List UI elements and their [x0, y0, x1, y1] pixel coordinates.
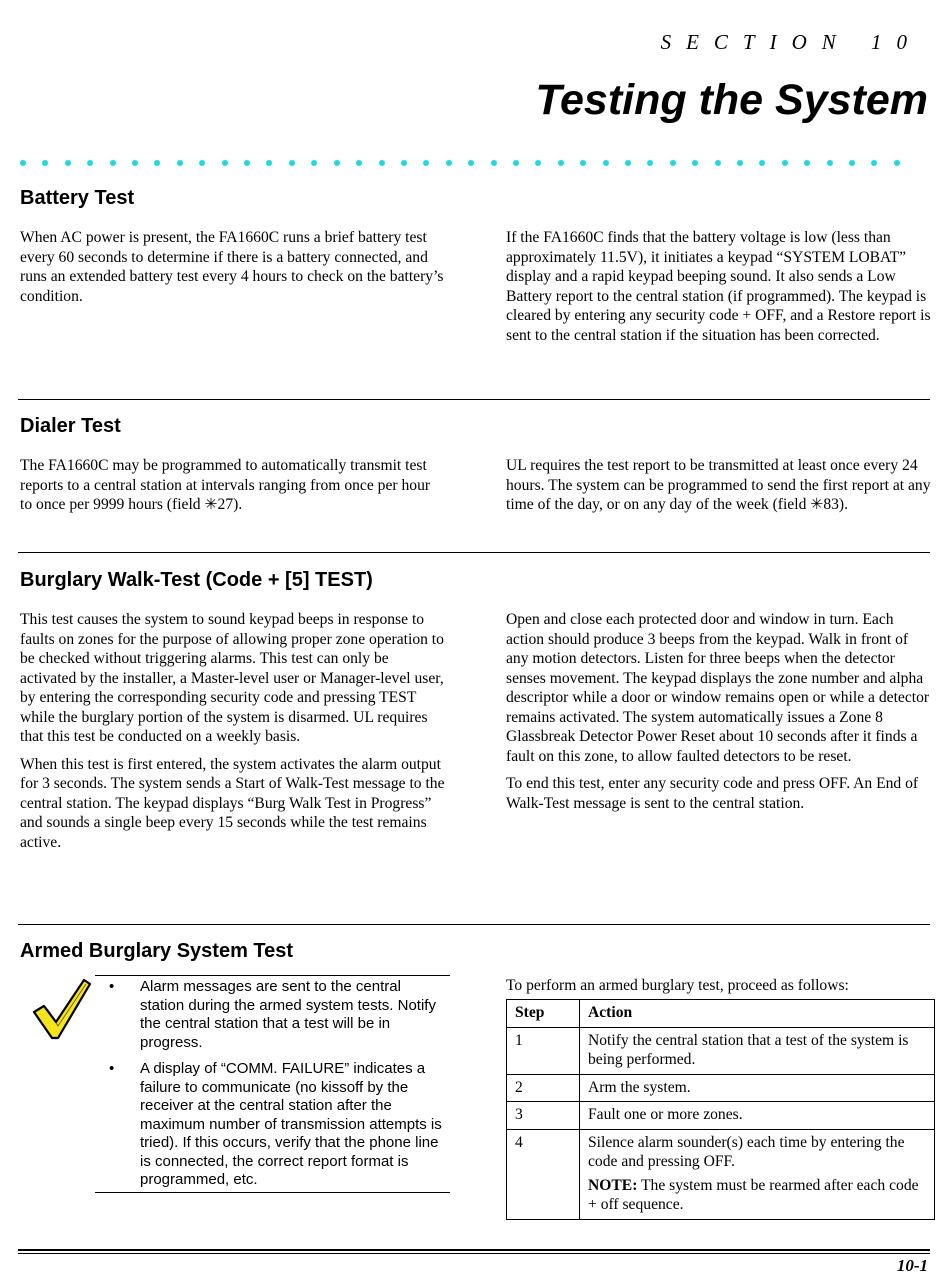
table-header-step: Step	[507, 1000, 580, 1028]
divider-dot	[871, 160, 877, 166]
dotted-divider	[20, 158, 900, 168]
divider-dot	[647, 160, 653, 166]
divider-dot	[266, 160, 272, 166]
table-cell-step: 2	[507, 1074, 580, 1102]
walk-test-left-column	[20, 610, 445, 860]
walk-test-paragraph: This test causes the system to sound keypad beeps in response to faults on zones for the purpose of allowing proper zone operation to be checked without triggering alarms. This test can only be activated by the installer, a Master-level user or Manager-level user, by entering the corresponding security code and pressing TEST while the burglary portion of the system is disarmed. UL requires that this test be conducted on a weekly basis.	[20, 611, 444, 745]
divider-dot	[491, 160, 497, 166]
divider-dot	[804, 160, 810, 166]
armed-test-intro: To perform an armed burglary test, proceed as follows:	[506, 977, 849, 994]
note-item	[95, 1060, 450, 1190]
battery-test-left-column	[20, 228, 445, 314]
divider-dot	[446, 160, 452, 166]
divider-dot	[423, 160, 429, 166]
table-header-action: Action	[580, 1000, 935, 1028]
divider-dot	[222, 160, 228, 166]
bullet-icon: •	[109, 978, 115, 995]
battery-test-heading: Battery Test	[20, 187, 135, 209]
checkmark-icon	[30, 976, 92, 1042]
footer-rule	[18, 1249, 930, 1251]
table-cell-note	[588, 1176, 926, 1215]
table-cell-step: 4	[507, 1129, 580, 1219]
table-cell-action: Fault one or more zones.	[580, 1102, 935, 1130]
note-body: The system must be rearmed after each code + off sequence.	[588, 1176, 919, 1213]
walk-test-right-column	[506, 610, 931, 821]
section-divider	[18, 924, 930, 925]
walk-test-paragraph: Open and close each protected door and window in turn. Each action should produce 3 beeps from the keypad. Walk in front of any motion detectors. Listen for three beeps when the detector senses movement. The keypad displays the zone number and alpha descriptor while a door or window remains open or while a detector remains activated. The system automatically issues a Zone 8 Glassbreak Detector Power Reset about 10 seconds after it finds a fault on this zone, to allow faulted detectors to be reset.	[506, 611, 930, 765]
table-row	[507, 1102, 935, 1130]
divider-dot	[849, 160, 855, 166]
dialer-test-right-column	[506, 456, 931, 523]
divider-dot	[468, 160, 474, 166]
table-row	[507, 1074, 935, 1102]
table-cell-action: Arm the system.	[580, 1074, 935, 1102]
divider-dot	[42, 160, 48, 166]
note-text: A display of “COMM. FAILURE” indicates a failure to communicate (no kissoff by the receiver at the central station after the maximum number of transmission attempts is tried). If this occurs, verify that the phone line is connected, the correct report format is programmed, etc.	[140, 1060, 442, 1188]
section-divider	[18, 552, 930, 553]
walk-test-paragraph: To end this test, enter any security code and press OFF. An End of Walk-Test message is sent to the central station.	[506, 775, 919, 812]
divider-dot	[65, 160, 71, 166]
divider-dot	[110, 160, 116, 166]
battery-test-paragraph: When AC power is present, the FA1660C runs a brief battery test every 60 seconds to determine if there is a battery connected, and runs an extended battery test every 4 hours to check on the battery’s condition.	[20, 229, 444, 305]
divider-dot	[715, 160, 721, 166]
battery-test-paragraph: If the FA1660C finds that the battery voltage is low (less than approximately 11.5V), it initiates a keypad “SYSTEM LOBAT” display and a rapid keypad beeping sound. It also sends a Low Battery report to the central station (if programmed). The keypad is cleared by entering any security code + OFF, and a Restore report is sent to the central station if the situation has been corrected.	[506, 229, 931, 344]
bullet-icon: •	[109, 1060, 115, 1077]
divider-dot	[132, 160, 138, 166]
table-row	[507, 1027, 935, 1074]
divider-dot	[513, 160, 519, 166]
divider-dot	[558, 160, 564, 166]
page-number: 10-1	[896, 1256, 928, 1275]
note-text: Alarm messages are sent to the central station during the armed system tests. Notify the central station that a test will be in progress.	[140, 978, 436, 1051]
divider-dot	[535, 160, 541, 166]
dialer-test-paragraph: UL requires the test report to be transmitted at least once every 24 hours. The system can be programmed to send the first report at any time of the day, or on any day of the week (field ✳83).	[506, 457, 931, 513]
section-label: SECTION 10	[660, 30, 922, 54]
divider-dot	[154, 160, 160, 166]
note-item	[95, 978, 450, 1052]
table-cell-action-text: Silence alarm sounder(s) each time by entering the code and pressing OFF.	[588, 1133, 905, 1170]
table-cell-action: Notify the central station that a test of the system is being performed.	[580, 1027, 935, 1074]
divider-dot	[670, 160, 676, 166]
divider-dot	[199, 160, 205, 166]
divider-dot	[356, 160, 362, 166]
divider-dot	[603, 160, 609, 166]
divider-dot	[894, 160, 900, 166]
table-header-row	[507, 1000, 935, 1028]
table-cell-action	[580, 1129, 935, 1219]
dialer-test-heading: Dialer Test	[20, 415, 121, 437]
divider-dot	[177, 160, 183, 166]
divider-dot	[87, 160, 93, 166]
divider-dot	[625, 160, 631, 166]
dialer-test-left-column	[20, 456, 445, 523]
section-divider	[18, 399, 930, 400]
page-title: Testing the System	[535, 76, 928, 124]
table-row	[507, 1129, 935, 1219]
note-box	[95, 975, 450, 1193]
footer-rule	[18, 1253, 930, 1254]
divider-dot	[289, 160, 295, 166]
divider-dot	[580, 160, 586, 166]
divider-dot	[827, 160, 833, 166]
divider-dot	[782, 160, 788, 166]
table-cell-step: 3	[507, 1102, 580, 1130]
armed-test-heading: Armed Burglary System Test	[20, 940, 294, 962]
divider-dot	[379, 160, 385, 166]
divider-dot	[311, 160, 317, 166]
divider-dot	[737, 160, 743, 166]
divider-dot	[244, 160, 250, 166]
walk-test-heading: Burglary Walk-Test (Code + [5] TEST)	[20, 569, 373, 591]
divider-dot	[20, 160, 26, 166]
dialer-test-paragraph: The FA1660C may be programmed to automatically transmit test reports to a central station at intervals ranging from once per hour to once per 9999 hours (field ✳27).	[20, 457, 431, 513]
table-cell-step: 1	[507, 1027, 580, 1074]
divider-dot	[401, 160, 407, 166]
divider-dot	[759, 160, 765, 166]
armed-test-table	[506, 999, 935, 1220]
walk-test-paragraph: When this test is first entered, the system activates the alarm output for 3 seconds. The system sends a Start of Walk-Test message to the central station. The keypad displays “Burg Walk Test in Progress” and sounds a single beep every 15 seconds while the test remains active.	[20, 755, 445, 851]
battery-test-right-column	[506, 228, 931, 353]
divider-dot	[692, 160, 698, 166]
note-label: NOTE:	[588, 1176, 638, 1194]
divider-dot	[334, 160, 340, 166]
